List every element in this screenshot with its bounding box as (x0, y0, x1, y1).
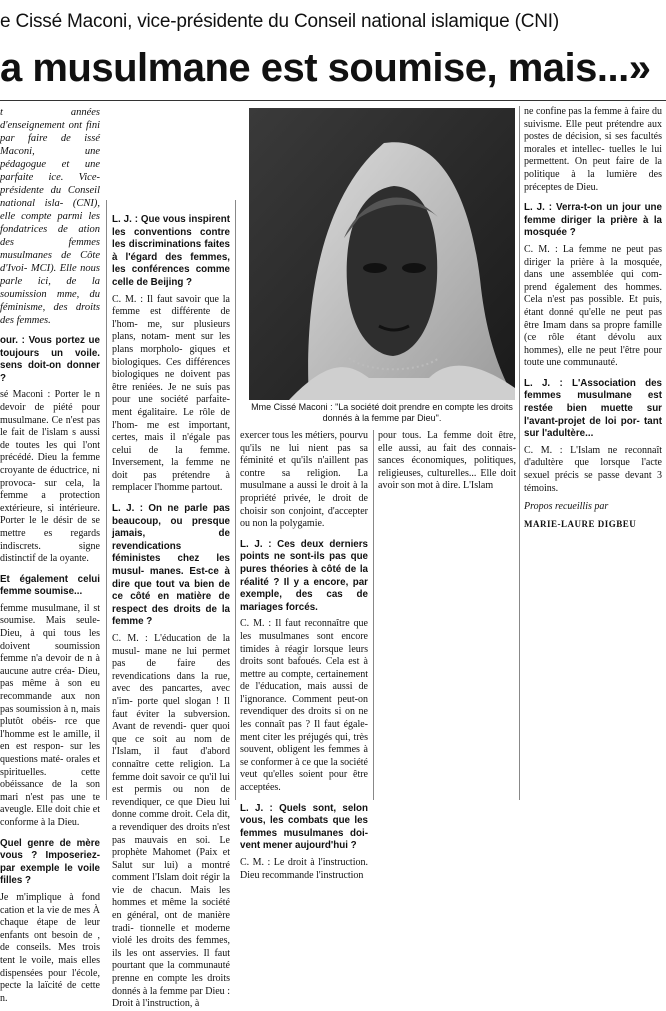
article-intro: t années d'enseignement ont fini par faire de issé Maconi, une pédagogue et une parfaite ice. Vice-présidente du Conseil national isla- (CNI), elle compte parmi les fondatrices de ation des femmes musulmanes de Côte d'Ivoi- MCI). Elle nous parle ici, de la soumission mme, du féminisme, des droits des femmes. (0, 107, 100, 326)
interview-answer: exercer tous les métiers, pourvu qu'ils ne lui nient pas sa féminité et qu'ils n'aillent pas contre sa religion. La musulmane a aussi le droit à la propriété privée, le droit de choisir son conjoint, d'accepter ou non la polygamie. (240, 430, 368, 530)
column-separator (373, 430, 374, 800)
interview-question: L. J. : On ne parle pas beaucoup, ou presque jamais, de revendications féministes chez les musul- manes. Est-ce à dire que tout va bien de ce côté en matière de respect des droits de la femme ? (112, 503, 230, 628)
interview-question: L. J. : Que vous inspirent les conventions contre les discriminations faites à l'égard des femmes, les conférences comme celle de Beijing ? (112, 214, 230, 288)
column-separator (235, 200, 236, 800)
article-headline: a musulmane est soumise, mais...» (0, 46, 651, 90)
column-3 (240, 430, 368, 881)
interview-question: our. : Vous portez ue toujours un voile. sens doit-on donner ? (0, 335, 100, 384)
column-1-body (0, 335, 100, 1005)
portrait-image (249, 108, 515, 400)
interview-question: L. J. : Verra-t-on un jour une femme diriger la prière à la mosquée ? (524, 202, 662, 239)
portrait-photo (249, 108, 515, 400)
interview-answer: ne confine pas la femme à faire du suivisme. Elle peut prétendre aux postes de décision, si ses facultés morales et intellec- tuelles le lui permettent. On peut faire de la politique à la lumière des préceptes de Dieu. (524, 106, 662, 193)
interview-answer: C. M. : Il faut savoir que la femme est différente de l'hom- me, sur plusieurs plans, notam- ment sur les plans morpholo- giques et biologiques. Ces différences biologiques ne doivent pas être reniées. Je ne suis pas pour une société parfaite- ment égalitaire. Le rôle de l'hom- me est important, certes, mais il n'égale pas celui de la femme. Inversement, la femme ne doit pas prétendre à remplacer l'homme partout. (112, 293, 230, 494)
interview-answer: pour tous. La femme doit être, elle aussi, au fait des connais- sances économiques, politiques, religieuses, culturelles... Elle doit avoir son mot à dire. L'Islam (378, 430, 516, 492)
interview-answer: C. M. : L'éducation de la musul- mane ne lui permet pas de faire des revendications dans la rue, avec des pancartes, avec n'im- porte quel slogan ! Il faut éviter la subversion. Avant de revendi- quer quoi que ce soit au nom de l'Islam, il faut d'abord connaître cette religion. La femme doit savoir ce qu'il lui est permis ou non de revendiquer, ce que Dieu lui donne comme droit. Cela dit, a revendiquer des droits n'est pas mauvais en soi. Le prophète Mahomet (Paix et Salut sur lui) a montré comment l'Islam doit régir la vie de chacun. Mais les hommes et même la société en général, ont de manière tradi- tionnelle et moderne violé les droits des femmes, ils les ont asservies. Il faut pourtant que la communauté prenne en compte les droits donnés à la femme par Dieu : Droit à l'instruction, à (112, 633, 230, 1010)
column-5 (524, 106, 662, 800)
interview-question: L. J. : Ces deux derniers points ne sont-ils pas que pures théories à côté de la réalité ? Il y a encore, par exemple, des cas de mariages forcés. (240, 538, 368, 613)
article-kicker: e Cissé Maconi, vice-présidente du Conseil national islamique (CNI) (0, 11, 559, 32)
column-1 (0, 106, 100, 1004)
interview-answer: Je m'implique à fond cation et la vie de mes À chaque étape de leur enfants ont besoin de , de conseils. Mes trois tent le voile, mais elles dispensées pour l'école, pecte la laïcité de cette n. (0, 891, 100, 1004)
column-2 (112, 206, 230, 1010)
photo-caption: Mme Cissé Maconi : "La société doit prendre en compte les droits donnés à la femme par Dieu". (251, 402, 513, 423)
interview-answer: C. M. : Il faut reconnaître que les musulmanes sont encore timides à réagir lorsque leurs droits sont bafoués. Cela est à mettre au compte, certainement de l'éducation, mais aussi de l'ignorance. Comment peut-on revendiquer des droits si on ne les connaît pas ? Il faut égale- ment citer les préjugés qui, très souvent, obligent les femmes à se conformer à ce que la société veut qu'elles soient pour être acceptées. (240, 618, 368, 794)
interview-question: L. J. : Quels sont, selon vous, les combats que les femmes musulmanes doi- vent mener aujourd'hui ? (240, 802, 368, 852)
column-4 (378, 430, 516, 800)
interview-question: Quel genre de mère vous ? Imposeriez- par exemple le voile filles ? (0, 837, 100, 887)
interview-answer: C. M. : Le droit à l'instruction. Dieu recommande l'instruction (240, 857, 368, 881)
column-separator (519, 106, 520, 800)
byline-author: MARIE-LAURE DIGBEU (524, 518, 637, 529)
column-separator (106, 200, 107, 800)
column-4-body (378, 430, 516, 493)
interview-answer: femme musulmane, il st soumise. Mais seule- Dieu, à qui tous les doivent soumission femme n'a devoir de n à aucune autre créa- Dieu, pas même à son eu recommande aux non pas soumission à n, mais plutôt obéis- rce que l'homme est le amille, il en est respon- sur les questions maté- orales et spirituelles. cette obéissance de la son mari n'est pas une te aveugle. Elle doit chie et conforme à la Dieu. (0, 602, 100, 828)
column-5-body (524, 106, 662, 495)
interview-question: L. J. : L'Association des femmes musulmane est restée bien muette sur l'avant-projet de loi por- tant sur l'adultère... (524, 377, 662, 440)
interview-answer: C. M. : La femme ne peut pas diriger la prière à la mosquée, dans une assemblée qui com- prend également des hommes. Cela n'est pas possible. Et puis, étant donné qu'elle ne peut pas être Imam dans sa propre famille (ce rôle étant dévolu aux hommes), elle ne peut l'être pour toute une communauté. (524, 243, 662, 369)
interview-question: Et également celui femme soumise... (0, 573, 100, 598)
interview-answer: C. M. : L'Islam ne reconnaît d'adultère que lorsque l'acte sexuel précis se passe devant 3 témoins. (524, 444, 662, 494)
interview-answer: sé Maconi : Porter le n devoir de piété pour musulmane. Ce n'est pas le fait de l'islam s aussi de toutes les qui l'ont précédé. Dieu la femme croyante de éductrice, ni provoca- sur cela, la femme a protection extérieure, si intérieure. Porter le le désir de se mettre es regards indiscrets. signe distinctif de la oyante. (0, 389, 100, 565)
column-2-body (112, 214, 230, 1011)
column-3-body (240, 430, 368, 882)
byline-prefix: Propos recueillis par (524, 501, 609, 513)
headline-rule (0, 100, 666, 101)
